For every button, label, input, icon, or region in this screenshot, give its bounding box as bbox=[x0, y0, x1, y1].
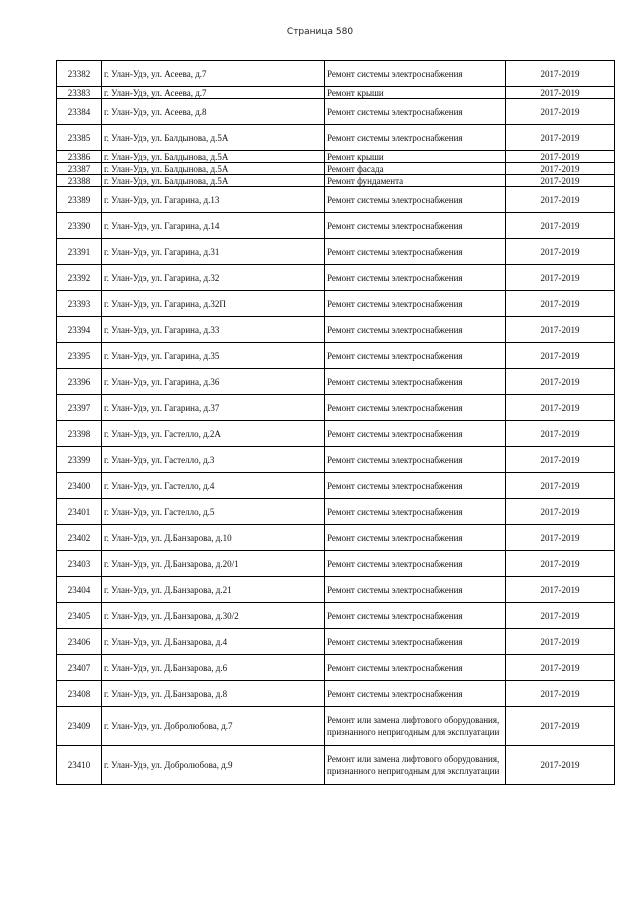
row-address: г. Улан-Удэ, ул. Гагарина, д.37 bbox=[102, 395, 325, 421]
row-number: 23406 bbox=[57, 629, 102, 655]
row-work-type: Ремонт системы электроснабжения bbox=[325, 125, 506, 151]
row-address: г. Улан-Удэ, ул. Балдынова, д.5А bbox=[102, 151, 325, 163]
row-address: г. Улан-Удэ, ул. Балдынова, д.5А bbox=[102, 175, 325, 187]
row-address: г. Улан-Удэ, ул. Гастелло, д.4 bbox=[102, 473, 325, 499]
row-period: 2017-2019 bbox=[506, 125, 615, 151]
row-period: 2017-2019 bbox=[506, 629, 615, 655]
row-number: 23400 bbox=[57, 473, 102, 499]
row-number: 23391 bbox=[57, 239, 102, 265]
row-number: 23404 bbox=[57, 577, 102, 603]
row-work-type: Ремонт системы электроснабжения bbox=[325, 213, 506, 239]
row-period: 2017-2019 bbox=[506, 577, 615, 603]
row-address: г. Улан-Удэ, ул. Гастелло, д.3 bbox=[102, 447, 325, 473]
row-period: 2017-2019 bbox=[506, 99, 615, 125]
row-number: 23387 bbox=[57, 163, 102, 175]
row-work-type: Ремонт фундамента bbox=[325, 175, 506, 187]
table-row bbox=[57, 746, 615, 785]
row-period: 2017-2019 bbox=[506, 265, 615, 291]
row-work-type-text: Ремонт или замена лифтового оборудования, признанного непригодным для эксплуатации bbox=[327, 714, 500, 737]
table-row bbox=[57, 291, 615, 317]
row-number: 23410 bbox=[57, 746, 102, 785]
row-work-type: Ремонт системы электроснабжения bbox=[325, 447, 506, 473]
row-work-type: Ремонт системы электроснабжения bbox=[325, 421, 506, 447]
row-period: 2017-2019 bbox=[506, 395, 615, 421]
row-work-type: Ремонт системы электроснабжения bbox=[325, 187, 506, 213]
row-address: г. Улан-Удэ, ул. Гагарина, д.32П bbox=[102, 291, 325, 317]
row-period: 2017-2019 bbox=[506, 369, 615, 395]
row-work-type: Ремонт системы электроснабжения bbox=[325, 629, 506, 655]
row-address: г. Улан-Удэ, ул. Гагарина, д.35 bbox=[102, 343, 325, 369]
row-number: 23386 bbox=[57, 151, 102, 163]
row-work-type: Ремонт системы электроснабжения bbox=[325, 61, 506, 87]
row-number: 23394 bbox=[57, 317, 102, 343]
row-number: 23396 bbox=[57, 369, 102, 395]
row-period: 2017-2019 bbox=[506, 317, 615, 343]
table-row bbox=[57, 125, 615, 151]
table-row bbox=[57, 603, 615, 629]
row-work-type: Ремонт системы электроснабжения bbox=[325, 369, 506, 395]
row-work-type: Ремонт системы электроснабжения bbox=[325, 603, 506, 629]
row-work-type: Ремонт крыши bbox=[325, 151, 506, 163]
row-work-type: Ремонт системы электроснабжения bbox=[325, 473, 506, 499]
table-row bbox=[57, 473, 615, 499]
row-period: 2017-2019 bbox=[506, 239, 615, 265]
row-address: г. Улан-Удэ, ул. Гагарина, д.14 bbox=[102, 213, 325, 239]
table-row bbox=[57, 87, 615, 99]
row-address: г. Улан-Удэ, ул. Д.Банзарова, д.20/1 bbox=[102, 551, 325, 577]
row-address: г. Улан-Удэ, ул. Д.Банзарова, д.8 bbox=[102, 681, 325, 707]
row-address: г. Улан-Удэ, ул. Д.Банзарова, д.21 bbox=[102, 577, 325, 603]
row-period: 2017-2019 bbox=[506, 163, 615, 175]
row-period: 2017-2019 bbox=[506, 291, 615, 317]
row-number: 23402 bbox=[57, 525, 102, 551]
row-period: 2017-2019 bbox=[506, 187, 615, 213]
row-number: 23398 bbox=[57, 421, 102, 447]
row-work-type: Ремонт системы электроснабжения bbox=[325, 681, 506, 707]
row-period: 2017-2019 bbox=[506, 746, 615, 785]
row-number: 23407 bbox=[57, 655, 102, 681]
table-row bbox=[57, 551, 615, 577]
table-row bbox=[57, 61, 615, 87]
table-row bbox=[57, 239, 615, 265]
row-number: 23401 bbox=[57, 499, 102, 525]
table-row bbox=[57, 175, 615, 187]
table-row bbox=[57, 151, 615, 163]
row-number: 23392 bbox=[57, 265, 102, 291]
row-number: 23395 bbox=[57, 343, 102, 369]
row-period: 2017-2019 bbox=[506, 525, 615, 551]
row-address: г. Улан-Удэ, ул. Гагарина, д.31 bbox=[102, 239, 325, 265]
row-number: 23409 bbox=[57, 707, 102, 746]
row-period: 2017-2019 bbox=[506, 343, 615, 369]
row-address: г. Улан-Удэ, ул. Асеева, д.8 bbox=[102, 99, 325, 125]
row-work-type: Ремонт системы электроснабжения bbox=[325, 317, 506, 343]
row-address: г. Улан-Удэ, ул. Гастелло, д.5 bbox=[102, 499, 325, 525]
row-number: 23403 bbox=[57, 551, 102, 577]
row-address: г. Улан-Удэ, ул. Д.Банзарова, д.4 bbox=[102, 629, 325, 655]
table-row bbox=[57, 213, 615, 239]
row-address: г. Улан-Удэ, ул. Асеева, д.7 bbox=[102, 61, 325, 87]
row-work-type: Ремонт системы электроснабжения bbox=[325, 395, 506, 421]
row-work-type: Ремонт системы электроснабжения bbox=[325, 499, 506, 525]
row-work-type: Ремонт фасада bbox=[325, 163, 506, 175]
row-address: г. Улан-Удэ, ул. Гагарина, д.32 bbox=[102, 265, 325, 291]
row-work-type-text: Ремонт или замена лифтового оборудования, признанного непригодным для эксплуатации bbox=[327, 753, 500, 776]
row-work-type bbox=[325, 707, 506, 746]
row-period: 2017-2019 bbox=[506, 447, 615, 473]
row-work-type: Ремонт системы электроснабжения bbox=[325, 577, 506, 603]
row-period: 2017-2019 bbox=[506, 603, 615, 629]
table-row bbox=[57, 187, 615, 213]
table-row bbox=[57, 525, 615, 551]
table-row bbox=[57, 681, 615, 707]
row-period: 2017-2019 bbox=[506, 213, 615, 239]
row-work-type: Ремонт системы электроснабжения bbox=[325, 525, 506, 551]
row-period: 2017-2019 bbox=[506, 707, 615, 746]
row-period: 2017-2019 bbox=[506, 175, 615, 187]
row-period: 2017-2019 bbox=[506, 551, 615, 577]
row-address: г. Улан-Удэ, ул. Балдынова, д.5А bbox=[102, 163, 325, 175]
row-work-type: Ремонт системы электроснабжения bbox=[325, 99, 506, 125]
row-address: г. Улан-Удэ, ул. Д.Банзарова, д.10 bbox=[102, 525, 325, 551]
row-address: г. Улан-Удэ, ул. Гагарина, д.33 bbox=[102, 317, 325, 343]
row-address: г. Улан-Удэ, ул. Гагарина, д.36 bbox=[102, 369, 325, 395]
table-row bbox=[57, 343, 615, 369]
table-row bbox=[57, 629, 615, 655]
table-row bbox=[57, 447, 615, 473]
row-address: г. Улан-Удэ, ул. Гастелло, д.2А bbox=[102, 421, 325, 447]
row-period: 2017-2019 bbox=[506, 87, 615, 99]
row-number: 23389 bbox=[57, 187, 102, 213]
row-number: 23399 bbox=[57, 447, 102, 473]
row-work-type: Ремонт крыши bbox=[325, 87, 506, 99]
row-period: 2017-2019 bbox=[506, 499, 615, 525]
row-work-type: Ремонт системы электроснабжения bbox=[325, 343, 506, 369]
row-address: г. Улан-Удэ, ул. Д.Банзарова, д.30/2 bbox=[102, 603, 325, 629]
table-row bbox=[57, 577, 615, 603]
row-work-type: Ремонт системы электроснабжения bbox=[325, 265, 506, 291]
row-work-type: Ремонт системы электроснабжения bbox=[325, 551, 506, 577]
table-row bbox=[57, 421, 615, 447]
table-row bbox=[57, 655, 615, 681]
row-address: г. Улан-Удэ, ул. Добролюбова, д.9 bbox=[102, 746, 325, 785]
row-address: г. Улан-Удэ, ул. Асеева, д.7 bbox=[102, 87, 325, 99]
table-row bbox=[57, 317, 615, 343]
table-row bbox=[57, 707, 615, 746]
row-work-type: Ремонт системы электроснабжения bbox=[325, 239, 506, 265]
table-row bbox=[57, 99, 615, 125]
row-period: 2017-2019 bbox=[506, 473, 615, 499]
table-row bbox=[57, 163, 615, 175]
row-period: 2017-2019 bbox=[506, 61, 615, 87]
row-number: 23385 bbox=[57, 125, 102, 151]
row-number: 23393 bbox=[57, 291, 102, 317]
row-period: 2017-2019 bbox=[506, 681, 615, 707]
row-number: 23382 bbox=[57, 61, 102, 87]
row-number: 23405 bbox=[57, 603, 102, 629]
row-number: 23388 bbox=[57, 175, 102, 187]
table-row bbox=[57, 265, 615, 291]
row-address: г. Улан-Удэ, ул. Балдынова, д.5А bbox=[102, 125, 325, 151]
row-number: 23397 bbox=[57, 395, 102, 421]
table-row bbox=[57, 499, 615, 525]
row-work-type: Ремонт системы электроснабжения bbox=[325, 291, 506, 317]
table-row bbox=[57, 369, 615, 395]
page-header: Страница 580 bbox=[286, 27, 354, 37]
row-number: 23408 bbox=[57, 681, 102, 707]
row-work-type bbox=[325, 746, 506, 785]
row-work-type: Ремонт системы электроснабжения bbox=[325, 655, 506, 681]
table-row bbox=[57, 395, 615, 421]
row-period: 2017-2019 bbox=[506, 151, 615, 163]
row-number: 23383 bbox=[57, 87, 102, 99]
row-number: 23390 bbox=[57, 213, 102, 239]
row-period: 2017-2019 bbox=[506, 421, 615, 447]
row-address: г. Улан-Удэ, ул. Добролюбова, д.7 bbox=[102, 707, 325, 746]
row-address: г. Улан-Удэ, ул. Гагарина, д.13 bbox=[102, 187, 325, 213]
row-address: г. Улан-Удэ, ул. Д.Банзарова, д.6 bbox=[102, 655, 325, 681]
row-number: 23384 bbox=[57, 99, 102, 125]
row-period: 2017-2019 bbox=[506, 655, 615, 681]
repair-registry-table bbox=[56, 60, 615, 785]
